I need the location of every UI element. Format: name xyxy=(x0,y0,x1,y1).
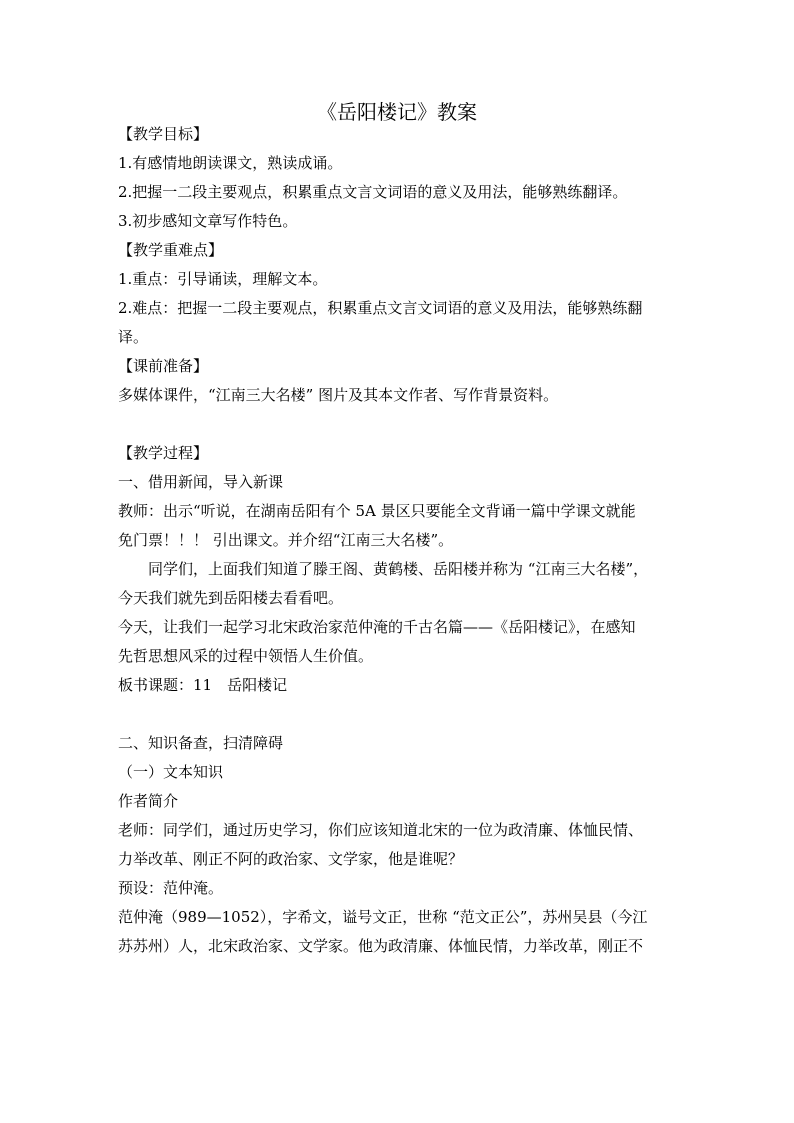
key-point-2: 2.难点：把握一二段主要观点，积累重点文言文词语的意义及用法，能够熟练翻 xyxy=(118,299,643,317)
section-heading-process: 【教学过程】 xyxy=(118,444,209,462)
step-1-heading: 一、借用新闻，导入新课 xyxy=(118,473,284,491)
author-intro-heading: 作者简介 xyxy=(118,792,179,810)
step-2-heading: 二、知识备查，扫清障碍 xyxy=(118,734,284,752)
students-paragraph-line-1: 同学们，上面我们知道了滕王阁、黄鹤楼、岳阳楼并称为 “江南三大名楼”， xyxy=(148,560,649,578)
objective-3: 3.初步感知文章写作特色。 xyxy=(118,212,298,230)
teacher-question-line-2: 力举改革、刚正不阿的政治家、文学家，他是谁呢？ xyxy=(118,850,464,868)
students-paragraph-line-2: 今天我们就先到岳阳楼去看看吧。 xyxy=(118,589,344,607)
key-point-1: 1.重点：引导诵读，理解文本。 xyxy=(118,270,328,288)
blackboard-title: 板书课题：11 岳阳楼记 xyxy=(118,676,288,694)
author-bio-line-2: 苏苏州）人，北宋政治家、文学家。他为政清廉、体恤民情，力举改革，刚正不 xyxy=(118,937,644,955)
author-bio-line-1: 范仲淹（989—1052），字希文，谥号文正，世称 “范文正公”，苏州吴县（今江 xyxy=(118,908,648,926)
page-title: 《岳阳楼记》教案 xyxy=(317,100,477,124)
today-paragraph-line-2: 先哲思想风采的过程中领悟人生价值。 xyxy=(118,647,374,665)
section-heading-objectives: 【教学目标】 xyxy=(118,125,209,143)
objective-2: 2.把握一二段主要观点，积累重点文言文词语的意义及用法，能够熟练翻译。 xyxy=(118,183,628,201)
section-heading-preparation: 【课前准备】 xyxy=(118,357,209,375)
blank-line xyxy=(118,700,678,729)
document-body xyxy=(118,120,678,961)
blank-line xyxy=(118,410,678,439)
subsection-text-knowledge: （一）文本知识 xyxy=(118,763,224,781)
preparation-text: 多媒体课件，“江南三大名楼” 图片及其本文作者、写作背景资料。 xyxy=(118,386,559,404)
preset-answer: 预设：范仲淹。 xyxy=(118,879,224,897)
teacher-paragraph-line-2: 免门票！！！ 引出课文。并介绍“江南三大名楼”。 xyxy=(118,531,454,549)
teacher-paragraph-line-1: 教师：出示“听说，在湖南岳阳有个 5A 景区只要能全文背诵一篇中学课文就能 xyxy=(118,502,636,520)
today-paragraph-line-1: 今天，让我们一起学习北宋政治家范仲淹的千古名篇——《岳阳楼记》，在感知 xyxy=(118,618,636,636)
section-heading-key-points: 【教学重难点】 xyxy=(118,241,224,259)
objective-1: 1.有感情地朗读课文，熟读成诵。 xyxy=(118,154,343,172)
teacher-question-line-1: 老师：同学们，通过历史学习，你们应该知道北宋的一位为政清廉、体恤民情、 xyxy=(118,821,644,839)
key-point-2-continued: 译。 xyxy=(118,328,149,346)
